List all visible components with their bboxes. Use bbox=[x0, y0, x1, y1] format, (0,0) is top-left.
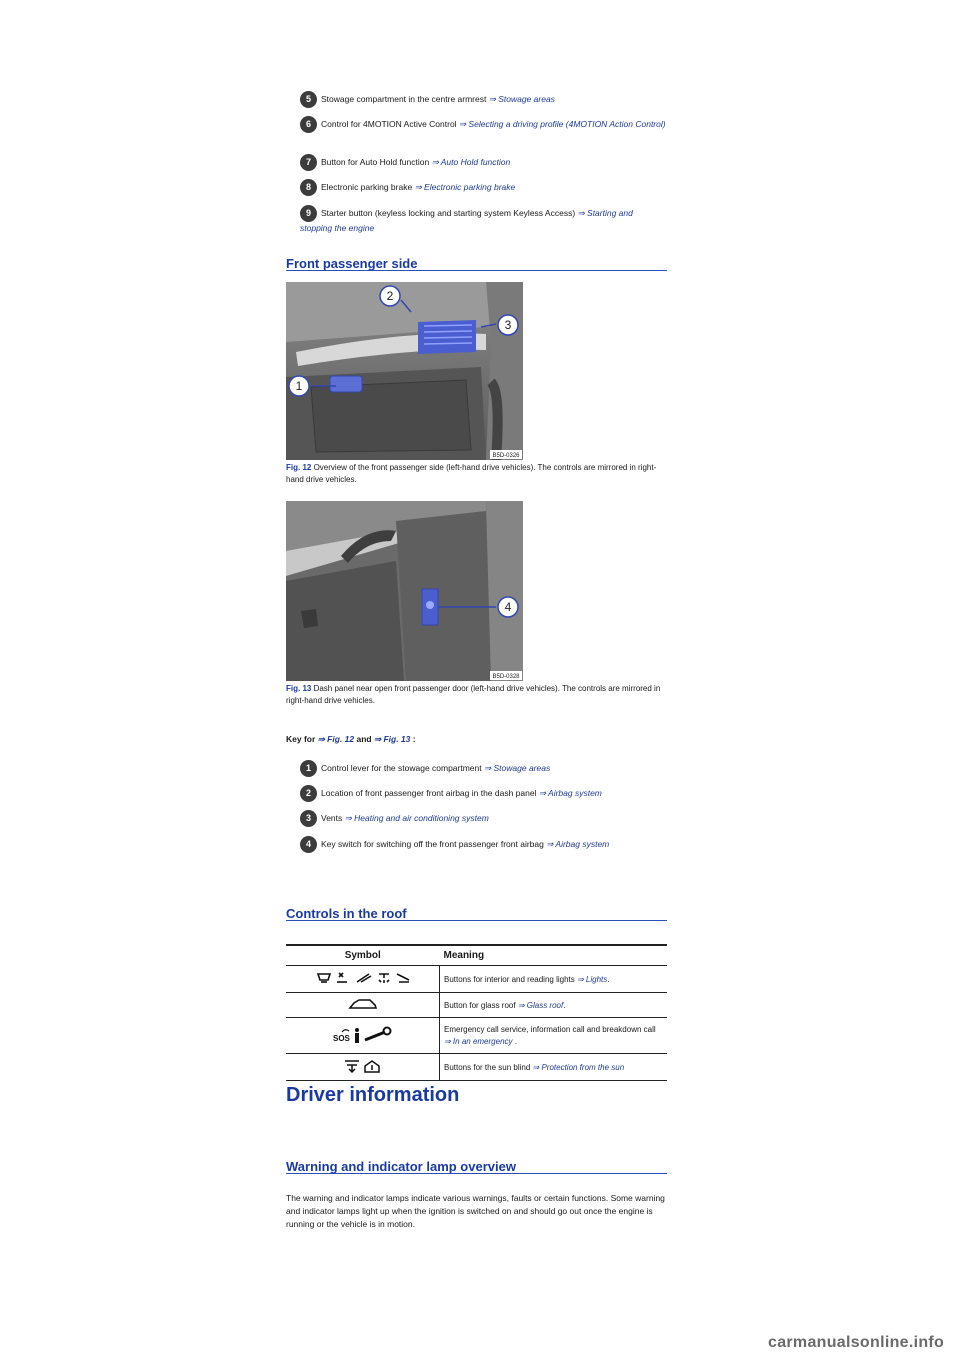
meaning-end: . bbox=[607, 974, 610, 984]
heading-rule bbox=[286, 270, 667, 271]
callout-3: 3 bbox=[504, 318, 512, 332]
item-text: Control for 4MOTION Active Control bbox=[321, 118, 457, 129]
symbol-cell bbox=[286, 966, 440, 993]
meaning-cell bbox=[440, 1054, 668, 1081]
fig-13-link[interactable]: ⇒ Fig. 13 bbox=[373, 734, 411, 744]
item-number-badge: 9 bbox=[300, 205, 317, 222]
item-text: Electronic parking brake bbox=[321, 181, 413, 192]
list-item bbox=[300, 810, 670, 827]
list-item bbox=[300, 179, 670, 196]
cross-reference-link[interactable]: ⇒ Airbag system bbox=[546, 838, 610, 849]
symbol-cell bbox=[286, 1054, 440, 1081]
item-text: Key switch for switching off the front passenger front airbag bbox=[321, 838, 544, 849]
callout-2: 2 bbox=[386, 289, 394, 303]
meaning-cell bbox=[440, 966, 668, 993]
item-number-badge: 4 bbox=[300, 836, 317, 853]
figure-12-illustration bbox=[286, 282, 523, 460]
site-watermark: carmanualsonline.info bbox=[768, 1334, 945, 1351]
item-number-badge: 8 bbox=[300, 179, 317, 196]
cross-reference-link[interactable]: ⇒ Selecting a driving profile (4MOTION Action Control) bbox=[458, 118, 666, 129]
item-text: Button for Auto Hold function bbox=[321, 156, 430, 167]
symbol-cell bbox=[286, 1018, 440, 1054]
meaning-text: Emergency call service, information call and breakdown call bbox=[444, 1024, 656, 1034]
cross-reference-link[interactable]: ⇒ Airbag system bbox=[538, 787, 602, 798]
meaning-end: . bbox=[514, 1036, 517, 1046]
callout-4: 4 bbox=[504, 600, 512, 614]
item-text: Control lever for the stowage compartment bbox=[321, 762, 482, 773]
chapter-heading: Driver information bbox=[286, 1084, 460, 1106]
caption-text: Overview of the front passenger side (left-hand drive vehicles). The controls are mirrored in right-hand drive vehicles. bbox=[286, 463, 657, 484]
table-row bbox=[286, 1054, 667, 1081]
sun-blind-icon bbox=[343, 1058, 383, 1074]
list-item bbox=[300, 116, 670, 133]
callout-1: 1 bbox=[295, 379, 303, 393]
key-suffix: : bbox=[412, 734, 416, 744]
column-header-meaning: Meaning bbox=[440, 945, 668, 966]
svg-text:SOS: SOS bbox=[332, 1033, 350, 1043]
list-item bbox=[300, 91, 670, 108]
item-text: Stowage compartment in the centre armrest bbox=[321, 93, 487, 104]
key-and: and bbox=[356, 734, 372, 744]
cross-reference-link[interactable]: ⇒ Protection from the sun bbox=[532, 1062, 625, 1072]
figure-code: B5D-0328 bbox=[492, 674, 520, 680]
meaning-text: Button for glass roof bbox=[444, 1000, 516, 1010]
cross-reference-link[interactable]: ⇒ Heating and air conditioning system bbox=[344, 812, 489, 823]
interior-reading-lights-icon bbox=[313, 970, 413, 986]
cross-reference-link[interactable]: ⇒ Auto Hold function bbox=[431, 156, 511, 167]
symbol-cell bbox=[286, 993, 440, 1018]
figure-caption bbox=[286, 683, 668, 707]
meaning-cell bbox=[440, 1018, 668, 1054]
heading-rule bbox=[286, 1173, 667, 1174]
caption-text: Dash panel near open front passenger door (left-hand drive vehicles). The controls are mirrored in right-hand drive vehicles. bbox=[286, 684, 661, 705]
list-item bbox=[300, 836, 670, 853]
cross-reference-link[interactable]: ⇒ Stowage areas bbox=[484, 762, 551, 773]
section-heading: Warning and indicator lamp overview bbox=[286, 1159, 516, 1174]
figure-caption bbox=[286, 462, 668, 486]
item-number-badge: 3 bbox=[300, 810, 317, 827]
meaning-end: . bbox=[563, 1000, 566, 1010]
figure-13-image bbox=[286, 501, 523, 681]
meaning-cell bbox=[440, 993, 668, 1018]
sos-info-service-icon bbox=[333, 1026, 393, 1044]
item-number-badge: 7 bbox=[300, 154, 317, 171]
roof-controls-table bbox=[286, 944, 667, 1081]
meaning-text: Buttons for the sun blind bbox=[444, 1062, 531, 1072]
column-header-symbol: Symbol bbox=[286, 945, 440, 966]
cross-reference-link[interactable]: ⇒ In an emergency bbox=[444, 1036, 513, 1046]
heading-rule bbox=[286, 920, 667, 921]
cross-reference-link[interactable]: ⇒ Glass roof bbox=[517, 1000, 564, 1010]
item-number-badge: 1 bbox=[300, 760, 317, 777]
key-line bbox=[286, 734, 416, 745]
key-prefix: Key for bbox=[286, 734, 316, 744]
section-heading: Controls in the roof bbox=[286, 906, 407, 921]
item-number-badge: 5 bbox=[300, 91, 317, 108]
cross-reference-link[interactable]: ⇒ Stowage areas bbox=[488, 93, 555, 104]
item-number-badge: 2 bbox=[300, 785, 317, 802]
table-row bbox=[286, 993, 667, 1018]
figure-label: Fig. 13 bbox=[286, 684, 312, 693]
section-heading: Front passenger side bbox=[286, 256, 418, 271]
list-item bbox=[300, 205, 645, 235]
list-item bbox=[300, 785, 670, 802]
list-item bbox=[300, 760, 670, 777]
figure-12-image bbox=[286, 282, 523, 460]
fig-12-link[interactable]: ⇒ Fig. 12 bbox=[317, 734, 355, 744]
item-text: Vents bbox=[321, 812, 343, 823]
cross-reference-link[interactable]: ⇒ Electronic parking brake bbox=[414, 181, 516, 192]
body-paragraph: The warning and indicator lamps indicate various warnings, faults or certain functions. Some warning and indicator lamps light up when the ignition is switched on and should go out once the engine is running or the vehicle is in motion. bbox=[286, 1193, 665, 1229]
figure-label: Fig. 12 bbox=[286, 463, 312, 472]
item-text: Location of front passenger front airbag in the dash panel bbox=[321, 787, 537, 798]
list-item bbox=[300, 154, 670, 171]
table-row bbox=[286, 1018, 667, 1054]
table-header-row bbox=[286, 945, 667, 966]
figure-code: B5D-0326 bbox=[492, 453, 520, 459]
cross-reference-link[interactable]: ⇒ Starting and stopping the engine bbox=[300, 207, 633, 233]
item-number-badge: 6 bbox=[300, 116, 317, 133]
table-row bbox=[286, 966, 667, 993]
meaning-text: Buttons for interior and reading lights bbox=[444, 974, 575, 984]
cross-reference-link[interactable]: ⇒ Lights bbox=[576, 974, 608, 984]
glass-roof-icon bbox=[348, 997, 378, 1011]
item-text: Starter button (keyless locking and starting system Keyless Access) bbox=[321, 207, 576, 218]
figure-13-illustration bbox=[286, 501, 523, 681]
